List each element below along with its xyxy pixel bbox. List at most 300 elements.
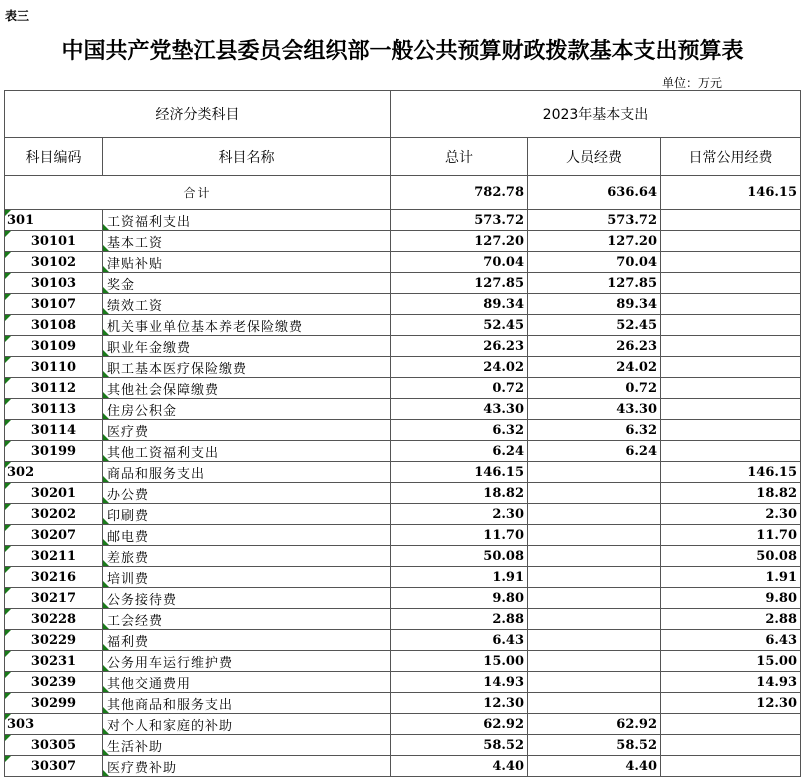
name-cell[interactable] [103,672,391,693]
total-cell[interactable] [391,420,528,441]
personnel-cell[interactable] [528,252,661,273]
total-cell-text: 43.30 [483,401,524,417]
code-cell[interactable] [5,399,103,420]
table-row [5,483,801,504]
code-cell-text: 30114 [30,422,77,438]
total-cell[interactable] [391,651,528,672]
total-cell-text: 9.80 [492,590,524,606]
cell-marker-icon [103,245,109,251]
name-cell[interactable] [103,378,391,399]
daily-cell[interactable] [661,399,801,420]
daily-cell[interactable] [661,378,801,399]
code-cell-text: 30307 [30,758,77,774]
personnel-cell[interactable] [528,546,661,567]
name-cell[interactable] [103,462,391,483]
cell-marker-icon [103,770,109,776]
cell-marker-icon [5,378,11,384]
table-row [5,714,801,735]
name-cell-text: 印刷费 [107,508,150,524]
personnel-cell[interactable] [528,756,661,777]
table-row [5,336,801,357]
code-cell-text: 30110 [30,359,77,375]
personnel-cell-text: 89.34 [616,296,657,312]
total-cell-text: 6.43 [492,632,524,648]
name-cell[interactable] [103,420,391,441]
code-cell[interactable] [5,336,103,357]
daily-cell-text: 1.91 [765,569,797,585]
total-personnel-cell[interactable]: 636.64 [528,176,661,210]
total-total-cell[interactable]: 782.78 [391,176,528,210]
cell-marker-icon [5,672,11,678]
personnel-cell-text: 573.72 [607,212,657,228]
cell-marker-icon [103,749,109,755]
table-row [5,273,801,294]
header-econ-class[interactable]: 经济分类科目 [5,91,391,138]
name-cell-text: 医疗费 [107,424,150,440]
code-cell[interactable] [5,609,103,630]
daily-cell[interactable] [661,252,801,273]
table-row [5,420,801,441]
daily-cell[interactable] [661,420,801,441]
total-cell[interactable] [391,210,528,231]
daily-cell-text: 14.93 [756,674,797,690]
name-cell[interactable] [103,567,391,588]
total-cell-text: 15.00 [483,653,524,669]
code-cell-text: 30231 [30,653,77,669]
total-cell[interactable] [391,672,528,693]
personnel-cell-text: 26.23 [616,338,657,354]
table-row [5,441,801,462]
name-cell[interactable] [103,735,391,756]
personnel-cell-text: 127.85 [607,275,657,291]
name-cell-text: 基本工资 [107,235,164,251]
name-cell-text: 培训费 [107,571,150,587]
table-row [5,231,801,252]
name-cell-text: 公务用车运行维护费 [107,655,234,671]
name-cell[interactable] [103,630,391,651]
total-cell[interactable] [391,399,528,420]
table-row [5,567,801,588]
personnel-cell[interactable] [528,714,661,735]
name-cell-text: 公务接待费 [107,592,178,608]
daily-cell[interactable] [661,336,801,357]
total-cell-text: 127.85 [474,275,524,291]
total-cell-text: 2.88 [492,611,524,627]
total-cell[interactable] [391,252,528,273]
total-cell[interactable] [391,336,528,357]
table-row [5,210,801,231]
total-cell[interactable] [391,231,528,252]
personnel-cell-text: 43.30 [616,401,657,417]
cell-marker-icon [5,336,11,342]
personnel-cell[interactable] [528,315,661,336]
daily-cell[interactable] [661,315,801,336]
cell-marker-icon [5,273,11,279]
code-cell[interactable] [5,504,103,525]
total-cell[interactable] [391,504,528,525]
name-cell-text: 办公费 [107,487,150,503]
cell-marker-icon [5,399,11,405]
personnel-cell[interactable] [528,399,661,420]
code-cell-text: 30229 [30,632,77,648]
name-cell-text: 工资福利支出 [107,214,192,230]
cell-marker-icon [5,714,11,720]
personnel-cell[interactable] [528,273,661,294]
daily-cell[interactable] [661,525,801,546]
code-cell[interactable] [5,756,103,777]
total-cell[interactable] [391,567,528,588]
daily-cell[interactable] [661,756,801,777]
code-cell[interactable] [5,693,103,714]
code-cell[interactable] [5,483,103,504]
daily-cell[interactable] [661,714,801,735]
name-cell[interactable] [103,357,391,378]
code-cell-text: 30201 [30,485,77,501]
daily-cell[interactable] [661,735,801,756]
code-cell[interactable] [5,294,103,315]
cell-marker-icon [5,315,11,321]
cell-marker-icon [5,483,11,489]
code-cell[interactable] [5,651,103,672]
daily-cell[interactable] [661,630,801,651]
daily-cell[interactable] [661,273,801,294]
cell-marker-icon [5,504,11,510]
table-row [5,504,801,525]
name-cell-text: 绩效工资 [107,298,164,314]
cell-marker-icon [5,462,11,468]
personnel-cell-text: 0.72 [625,380,657,396]
personnel-cell-text: 62.92 [616,716,657,732]
total-cell-text: 2.30 [492,506,524,522]
daily-cell-text: 12.30 [756,695,797,711]
cell-marker-icon [103,266,109,272]
budget-table [4,90,801,777]
table-row [5,357,801,378]
total-cell[interactable] [391,378,528,399]
cell-marker-icon [103,476,109,482]
cell-marker-icon [103,497,109,503]
code-cell[interactable] [5,588,103,609]
code-cell-text: 30305 [30,737,77,753]
daily-cell[interactable] [661,462,801,483]
header-personnel[interactable]: 人员经费 [528,138,661,176]
cell-marker-icon [103,287,109,293]
total-cell-text: 62.92 [483,716,524,732]
name-cell[interactable] [103,294,391,315]
total-cell-text: 89.34 [483,296,524,312]
daily-cell[interactable] [661,651,801,672]
total-cell[interactable] [391,441,528,462]
header-name[interactable]: 科目名称 [103,138,391,176]
name-cell[interactable] [103,315,391,336]
table-row [5,735,801,756]
code-cell[interactable] [5,567,103,588]
cell-marker-icon [103,329,109,335]
code-cell-text: 30109 [30,338,77,354]
total-cell-text: 6.24 [492,443,524,459]
name-cell[interactable] [103,609,391,630]
total-cell-text: 50.08 [483,548,524,564]
personnel-cell-text: 52.45 [616,317,657,333]
name-cell[interactable] [103,210,391,231]
personnel-cell-text: 4.40 [625,758,657,774]
cell-marker-icon [103,350,109,356]
cell-marker-icon [5,588,11,594]
name-cell[interactable] [103,399,391,420]
total-cell[interactable] [391,462,528,483]
code-cell[interactable] [5,546,103,567]
daily-cell[interactable] [661,294,801,315]
cell-marker-icon [103,644,109,650]
total-cell-text: 26.23 [483,338,524,354]
daily-cell-text: 11.70 [756,527,797,543]
name-cell[interactable] [103,252,391,273]
total-cell-text: 0.72 [492,380,524,396]
table-row [5,462,801,483]
total-cell-text: 6.32 [492,422,524,438]
personnel-cell-text: 24.02 [616,359,657,375]
name-cell[interactable] [103,231,391,252]
personnel-cell[interactable] [528,294,661,315]
code-cell-text: 30108 [30,317,77,333]
code-cell[interactable] [5,378,103,399]
header-code[interactable]: 科目编码 [5,138,103,176]
name-cell-text: 奖金 [107,277,136,293]
name-cell-text: 职工基本医疗保险缴费 [107,361,248,377]
personnel-cell[interactable] [528,378,661,399]
code-cell-text: 30216 [30,569,77,585]
code-cell-text: 30239 [30,674,77,690]
total-cell[interactable] [391,315,528,336]
personnel-cell[interactable] [528,231,661,252]
daily-cell[interactable] [661,357,801,378]
personnel-cell-text: 70.04 [616,254,657,270]
total-cell[interactable] [391,714,528,735]
name-cell-text: 津贴补贴 [107,256,164,272]
total-cell-text: 58.52 [483,737,524,753]
cell-marker-icon [5,735,11,741]
code-cell-text: 30199 [30,443,77,459]
total-cell-text: 12.30 [483,695,524,711]
cell-marker-icon [103,308,109,314]
personnel-cell[interactable] [528,567,661,588]
cell-marker-icon [103,686,109,692]
daily-cell[interactable] [661,693,801,714]
cell-marker-icon [5,294,11,300]
daily-cell-text: 2.30 [765,506,797,522]
table-row [5,294,801,315]
personnel-cell[interactable] [528,420,661,441]
daily-cell-text: 146.15 [747,464,797,480]
cell-marker-icon [5,567,11,573]
name-cell[interactable] [103,714,391,735]
total-cell-text: 18.82 [483,485,524,501]
name-cell-text: 其他交通费用 [107,676,192,692]
code-cell[interactable] [5,252,103,273]
daily-cell[interactable] [661,672,801,693]
cell-marker-icon [5,420,11,426]
total-cell[interactable] [391,546,528,567]
total-cell[interactable] [391,357,528,378]
personnel-cell[interactable] [528,588,661,609]
table-tag: 表三 [5,9,30,23]
total-cell-text: 70.04 [483,254,524,270]
table-row [5,756,801,777]
name-cell[interactable] [103,651,391,672]
code-cell-text: 302 [7,464,35,480]
total-cell-text: 146.15 [474,464,524,480]
cell-marker-icon [103,728,109,734]
table-row [5,252,801,273]
daily-cell[interactable] [661,567,801,588]
code-cell-text: 30113 [30,401,77,417]
name-cell-text: 差旅费 [107,550,150,566]
total-cell[interactable] [391,525,528,546]
total-cell-text: 127.20 [474,233,524,249]
total-cell-text: 573.72 [474,212,524,228]
personnel-cell[interactable] [528,651,661,672]
cell-marker-icon [5,231,11,237]
table-row [5,651,801,672]
daily-cell[interactable] [661,441,801,462]
total-cell[interactable] [391,588,528,609]
code-cell[interactable] [5,441,103,462]
table-row [5,378,801,399]
personnel-cell[interactable] [528,735,661,756]
daily-cell[interactable] [661,588,801,609]
page-title: 中国共产党垫江县委员会组织部一般公共预算财政拨款基本支出预算表 [61,38,744,64]
name-cell[interactable] [103,693,391,714]
daily-cell[interactable] [661,483,801,504]
code-cell-text: 301 [7,212,35,228]
header-year-expense[interactable]: 2023年基本支出 [391,91,801,138]
personnel-cell[interactable] [528,693,661,714]
total-cell[interactable] [391,630,528,651]
daily-cell[interactable] [661,231,801,252]
code-cell-text: 30217 [30,590,77,606]
total-cell[interactable] [391,273,528,294]
code-cell[interactable] [5,735,103,756]
cell-marker-icon [5,210,11,216]
name-cell[interactable] [103,525,391,546]
personnel-cell[interactable] [528,525,661,546]
unit-label: 单位：万元 [662,76,723,90]
daily-cell[interactable] [661,609,801,630]
total-label-cell[interactable]: 合计 [5,176,391,210]
total-cell[interactable] [391,483,528,504]
personnel-cell[interactable] [528,441,661,462]
code-cell-text: 30207 [30,527,77,543]
code-cell[interactable] [5,672,103,693]
cell-marker-icon [5,630,11,636]
table-row [5,630,801,651]
personnel-cell[interactable] [528,357,661,378]
daily-cell[interactable] [661,210,801,231]
cell-marker-icon [5,546,11,552]
name-cell-text: 商品和服务支出 [107,466,206,482]
name-cell-text: 其他工资福利支出 [107,445,220,461]
personnel-cell[interactable] [528,483,661,504]
header-daily[interactable]: 日常公用经费 [661,138,801,176]
code-cell[interactable] [5,714,103,735]
header-row-1 [5,91,801,138]
total-cell[interactable] [391,756,528,777]
name-cell[interactable] [103,546,391,567]
daily-cell[interactable] [661,546,801,567]
name-cell-text: 工会经费 [107,613,164,629]
name-cell[interactable] [103,336,391,357]
code-cell[interactable] [5,420,103,441]
daily-cell-text: 18.82 [756,485,797,501]
name-cell[interactable] [103,483,391,504]
code-cell[interactable] [5,210,103,231]
header-total[interactable]: 总计 [391,138,528,176]
cell-marker-icon [5,252,11,258]
name-cell[interactable] [103,588,391,609]
personnel-cell-text: 127.20 [607,233,657,249]
total-cell-text: 1.91 [492,569,524,585]
name-cell[interactable] [103,504,391,525]
code-cell-text: 30211 [30,548,77,564]
name-cell[interactable] [103,273,391,294]
personnel-cell[interactable] [528,336,661,357]
name-cell[interactable] [103,756,391,777]
code-cell[interactable] [5,231,103,252]
total-cell[interactable] [391,294,528,315]
cell-marker-icon [103,518,109,524]
daily-cell-text: 50.08 [756,548,797,564]
code-cell[interactable] [5,273,103,294]
code-cell[interactable] [5,357,103,378]
code-cell[interactable] [5,525,103,546]
code-cell-text: 30299 [30,695,77,711]
code-cell-text: 30101 [30,233,77,249]
table-row [5,672,801,693]
cell-marker-icon [103,560,109,566]
cell-marker-icon [103,539,109,545]
personnel-cell[interactable] [528,210,661,231]
table-row [5,693,801,714]
name-cell[interactable] [103,441,391,462]
total-cell-text: 24.02 [483,359,524,375]
name-cell-text: 对个人和家庭的补助 [107,718,234,734]
cell-marker-icon [103,665,109,671]
name-cell-text: 职业年金缴费 [107,340,192,356]
personnel-cell-text: 6.24 [625,443,657,459]
personnel-cell[interactable] [528,630,661,651]
personnel-cell[interactable] [528,462,661,483]
total-daily-cell[interactable]: 146.15 [661,176,801,210]
code-cell[interactable] [5,462,103,483]
code-cell-text: 30202 [30,506,77,522]
personnel-cell[interactable] [528,504,661,525]
daily-cell[interactable] [661,504,801,525]
code-cell[interactable] [5,315,103,336]
total-cell[interactable] [391,735,528,756]
personnel-cell[interactable] [528,672,661,693]
total-cell-text: 4.40 [492,758,524,774]
total-cell[interactable] [391,609,528,630]
total-cell-text: 14.93 [483,674,524,690]
total-cell[interactable] [391,693,528,714]
code-cell[interactable] [5,630,103,651]
personnel-cell-text: 58.52 [616,737,657,753]
personnel-cell[interactable] [528,609,661,630]
total-cell-text: 52.45 [483,317,524,333]
cell-marker-icon [103,623,109,629]
code-cell-text: 303 [7,716,35,732]
name-cell-text: 医疗费补助 [107,760,178,776]
